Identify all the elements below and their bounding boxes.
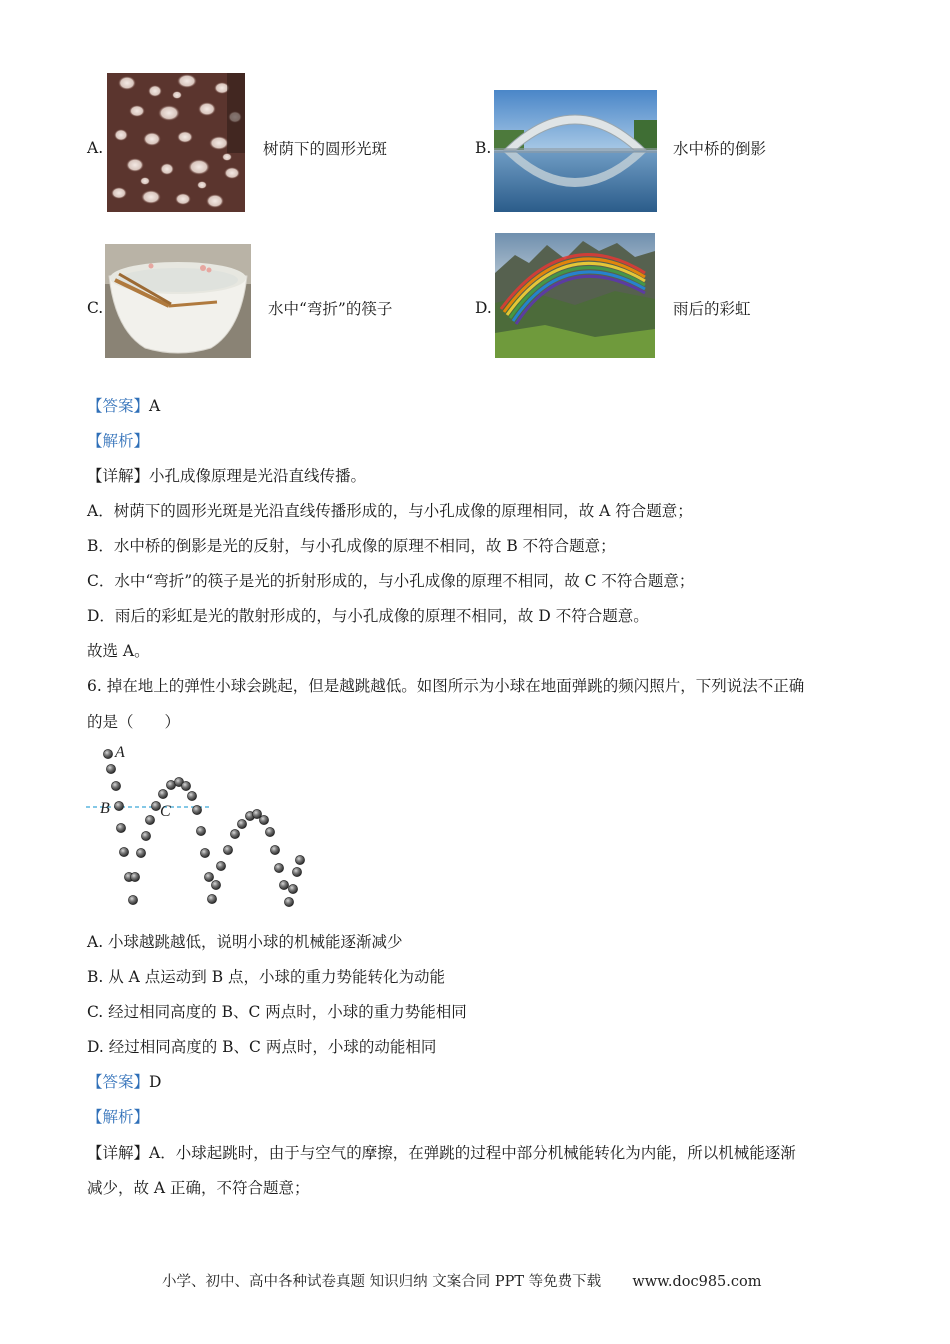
ball-position bbox=[284, 897, 293, 906]
tree-shade-light-spots-photo bbox=[107, 73, 245, 212]
detail-line: B．水中桥的倒影是光的反射，与小孔成像的原理不相同，故 B 不符合题意； bbox=[87, 537, 616, 555]
ball-position bbox=[181, 781, 190, 790]
detail-label: 【详解】 bbox=[87, 467, 150, 485]
point-label-a: A bbox=[115, 744, 125, 761]
ball-position bbox=[119, 847, 128, 856]
ball-position bbox=[211, 880, 220, 889]
option-letter: A. bbox=[87, 139, 104, 157]
detail-line: 减少，故 A 正确，不符合题意； bbox=[87, 1179, 310, 1197]
ball-position bbox=[288, 884, 297, 893]
detail-line bbox=[87, 1143, 796, 1163]
ball-position bbox=[270, 845, 279, 854]
ball-position bbox=[295, 855, 304, 864]
ball-position bbox=[216, 861, 225, 870]
ball-position bbox=[204, 872, 213, 881]
ball-position bbox=[200, 848, 209, 857]
ball-position bbox=[136, 848, 145, 857]
detail-line: 故选 A。 bbox=[87, 642, 150, 660]
point-label-c: C bbox=[160, 803, 171, 820]
detail-line: A．树荫下的圆形光斑是光沿直线传播形成的，与小孔成像的原理相同，故 A 符合题意； bbox=[87, 502, 693, 520]
option-caption: 树荫下的圆形光斑 bbox=[263, 140, 388, 158]
detail-text: 小孔成像原理是光沿直线传播。 bbox=[149, 467, 367, 485]
ball-position bbox=[230, 829, 239, 838]
option-caption: 雨后的彩虹 bbox=[673, 300, 751, 318]
option-letter: B. bbox=[475, 139, 492, 157]
ball-position bbox=[141, 831, 150, 840]
answer-label: 【答案】 bbox=[87, 1073, 150, 1091]
answer-value: A bbox=[149, 397, 161, 415]
option-caption: 水中“弯折”的筷子 bbox=[268, 300, 393, 318]
option-b: B. 从 A 点运动到 B 点，小球的重力势能转化为动能 bbox=[87, 968, 446, 986]
ball-position bbox=[130, 872, 139, 881]
option-c: C. 经过相同高度的 B、C 两点时，小球的重力势能相同 bbox=[87, 1003, 467, 1021]
bridge-reflection-photo bbox=[494, 90, 657, 212]
ball-position bbox=[145, 815, 154, 824]
rainbow-photo bbox=[495, 233, 655, 358]
detail-line bbox=[87, 466, 366, 486]
ball-position bbox=[106, 764, 115, 773]
ball-position bbox=[111, 781, 120, 790]
footer-text: 小学、初中、高中各种试卷真题 知识归纳 文案合同 PPT 等免费下载 bbox=[162, 1274, 602, 1290]
ball-position bbox=[237, 819, 246, 828]
ball-position bbox=[103, 749, 112, 758]
answer-line bbox=[87, 396, 160, 416]
answer-line bbox=[87, 1072, 161, 1092]
answer-label: 【答案】 bbox=[87, 397, 150, 415]
ball-position bbox=[274, 863, 283, 872]
option-letter: D. bbox=[475, 299, 492, 317]
footer bbox=[162, 1270, 761, 1291]
detail-label: 【详解】 bbox=[87, 1144, 150, 1162]
ball-position bbox=[114, 801, 123, 810]
ball-position bbox=[192, 805, 201, 814]
bouncing-ball-figure bbox=[84, 740, 314, 910]
answer-value: D bbox=[149, 1073, 162, 1091]
option-caption: 水中桥的倒影 bbox=[673, 140, 767, 158]
ball-position bbox=[279, 880, 288, 889]
option-d: D. 经过相同高度的 B、C 两点时，小球的动能相同 bbox=[87, 1038, 437, 1056]
question-stem: 6. 掉在地上的弹性小球会跳起，但是越跳越低。如图所示为小球在地面弹跳的频闪照片，下列说法不正确 bbox=[87, 677, 805, 695]
ball-position bbox=[292, 867, 301, 876]
ball-position bbox=[196, 826, 205, 835]
ball-position bbox=[116, 823, 125, 832]
ball-position bbox=[207, 894, 216, 903]
option-a: A. 小球越跳越低，说明小球的机械能逐渐减少 bbox=[87, 933, 403, 951]
ball-position bbox=[265, 827, 274, 836]
analysis-label: 【解析】 bbox=[87, 1108, 150, 1126]
detail-line: C．水中“弯折”的筷子是光的折射形成的，与小孔成像的原理不相同，故 C 不符合题意； bbox=[87, 572, 695, 590]
ball-position bbox=[128, 895, 137, 904]
analysis-label: 【解析】 bbox=[87, 432, 150, 450]
point-label-b: B bbox=[100, 800, 110, 817]
footer-url[interactable]: www.doc985.com bbox=[632, 1274, 762, 1290]
detail-line: D．雨后的彩虹是光的散射形成的，与小孔成像的原理不相同，故 D 不符合题意。 bbox=[87, 607, 649, 625]
chopsticks-in-bowl-photo bbox=[105, 244, 251, 358]
detail-text: A．小球起跳时，由于与空气的摩擦，在弹跳的过程中部分机械能转化为内能，所以机械能逐渐 bbox=[149, 1144, 796, 1162]
question-stem: 的是（ ） bbox=[87, 713, 181, 731]
option-letter: C. bbox=[87, 299, 104, 317]
ball-position bbox=[223, 845, 232, 854]
ball-position bbox=[259, 815, 268, 824]
ball-position bbox=[187, 791, 196, 800]
ball-position bbox=[158, 789, 167, 798]
